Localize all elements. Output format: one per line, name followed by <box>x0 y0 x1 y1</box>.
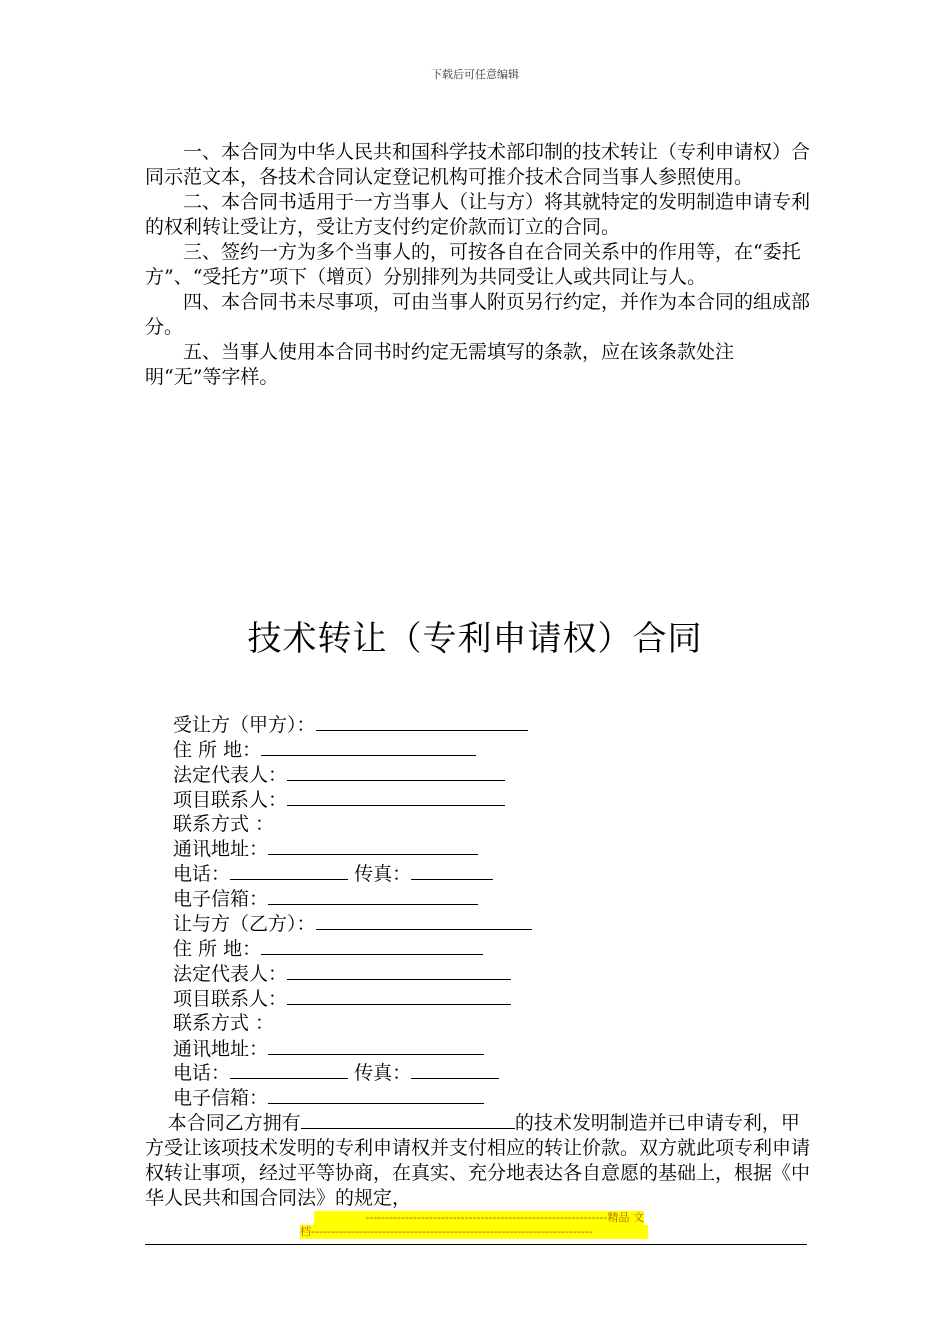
party-b-contact-method-label: 联系方式 ： <box>173 1011 275 1034</box>
party-b-name-label: 让与方（乙方）： <box>173 913 316 936</box>
party-b-phone-blank[interactable] <box>230 1060 348 1079</box>
note-3: 三、签约一方为多个当事人的，可按各自在合同关系中的作用等，在“委托方”、“受托方”项下（增页）分别排列为共同受让人或共同让与人。 <box>145 241 801 288</box>
party-a-contact-person-row <box>173 787 532 812</box>
party-b-email-row <box>173 1085 532 1110</box>
party-a-name-label: 受让方（甲方）： <box>173 714 316 736</box>
invention-name-blank[interactable] <box>301 1110 515 1129</box>
party-a-fax-label: 传真： <box>354 863 412 886</box>
party-b-name-blank[interactable] <box>316 911 532 930</box>
party-fields <box>173 712 532 1110</box>
party-b-contact-person-label: 项目联系人： <box>173 987 288 1010</box>
party-a-contact-method-label: 联系方式 ： <box>173 812 275 835</box>
party-b-phone-fax-row <box>173 1060 532 1085</box>
party-b-email-label: 电子信箱： <box>173 1087 269 1110</box>
party-b-legal-rep-blank[interactable] <box>287 961 511 980</box>
note-2: 二、本合同书适用于一方当事人（让与方）将其就特定的发明制造申请专利的权利转让受让方，受让方支付约定价款而订立的合同。 <box>145 191 811 238</box>
party-b-address-label: 住 所 地： <box>173 938 262 961</box>
party-a-email-label: 电子信箱： <box>173 888 269 911</box>
party-b-fax-label: 传真： <box>354 1062 412 1085</box>
party-a-address-row <box>173 737 532 762</box>
party-b-legal-rep-row <box>173 961 532 986</box>
party-a-address-label: 住 所 地： <box>173 738 262 761</box>
page-header-note: 下载后可任意编辑 <box>431 68 519 81</box>
party-b-name-row <box>173 911 532 936</box>
party-b-mail-address-blank[interactable] <box>268 1036 484 1055</box>
party-a-legal-rep-row <box>173 762 532 787</box>
party-b-contact-method-row <box>173 1011 532 1036</box>
party-a-fax-blank[interactable] <box>411 861 493 880</box>
party-a-contact-person-label: 项目联系人： <box>173 788 288 811</box>
party-b-address-row <box>173 936 532 961</box>
note-4: 四、本合同书未尽事项，可由当事人附页另行约定，并作为本合同的组成部分。 <box>145 291 811 338</box>
party-b-mail-address-label: 通讯地址： <box>173 1037 269 1060</box>
party-a-phone-fax-row <box>173 861 532 886</box>
party-b-phone-label: 电话： <box>173 1062 231 1085</box>
party-a-name-row <box>173 712 532 737</box>
note-5: 五、当事人使用本合同书时约定无需填写的条款，应在该条款处注明“无”等字样。 <box>145 341 735 388</box>
footer-divider <box>145 1244 807 1245</box>
party-a-legal-rep-blank[interactable] <box>287 762 505 781</box>
party-a-name-blank[interactable] <box>316 712 528 731</box>
party-b-email-blank[interactable] <box>268 1085 484 1104</box>
party-a-mail-address-label: 通讯地址： <box>173 838 269 861</box>
party-a-email-row <box>173 886 532 911</box>
party-a-mail-address-blank[interactable] <box>268 836 478 855</box>
note-1: 一、本合同为中华人民共和国科学技术部印制的技术转让（专利申请权）合同示范文本，各技术合同认定登记机构可推介技术合同当事人参照使用。 <box>145 141 811 188</box>
preamble-paragraph <box>145 1110 810 1211</box>
party-b-contact-person-blank[interactable] <box>287 986 511 1005</box>
preamble-rest: 的技术发明制造并已申请专利，甲方受让该项技术发明的专利申请权并支付相应的转让价款。双方就此项专利申请权转让事项，经过平等协商，在真实、充分地表达各自意愿的基础上，根据《中华人民共和国合同法》的规定， <box>145 1112 811 1209</box>
footer-watermark <box>300 1211 650 1239</box>
party-b-mail-address-row <box>173 1036 532 1061</box>
footer-line-1: -------------------------------------------------------------精品 文 <box>314 1211 644 1225</box>
party-b-legal-rep-label: 法定代表人： <box>173 962 288 985</box>
usage-notes <box>145 140 810 390</box>
party-b-fax-blank[interactable] <box>411 1060 499 1079</box>
party-a-legal-rep-label: 法定代表人： <box>173 763 288 786</box>
party-a-contact-person-blank[interactable] <box>287 787 505 806</box>
party-b-contact-person-row <box>173 986 532 1011</box>
preamble-prefix: 本合同乙方拥有 <box>167 1112 301 1134</box>
party-a-address-blank[interactable] <box>261 737 476 756</box>
party-a-phone-label: 电话： <box>173 863 231 886</box>
party-a-email-blank[interactable] <box>268 886 478 905</box>
party-a-phone-blank[interactable] <box>230 861 348 880</box>
party-a-mail-address-row <box>173 836 532 861</box>
contract-title: 技术转让（专利申请权）合同 <box>247 619 703 659</box>
footer-line-2: 档----------------------------------------------------------------------- <box>300 1225 648 1239</box>
party-a-contact-method-row <box>173 812 532 837</box>
contract-preamble <box>145 1110 810 1211</box>
party-b-address-blank[interactable] <box>261 936 483 955</box>
